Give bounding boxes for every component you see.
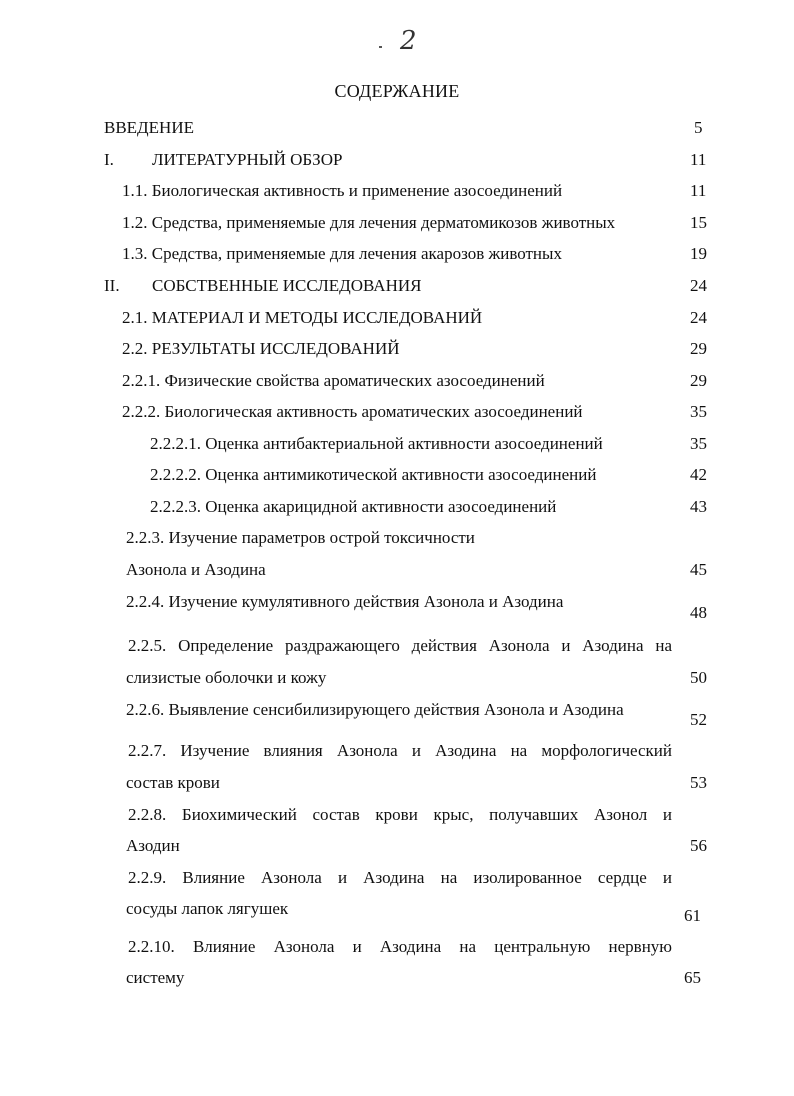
toc-entry-page: 35 (690, 434, 707, 453)
toc-entry-page: 5 (694, 118, 703, 137)
toc-entry-page: 43 (690, 497, 707, 516)
toc-entry-page: 56 (690, 836, 707, 855)
toc-entry-page: 42 (690, 465, 707, 484)
toc-entry-page: 45 (690, 560, 707, 579)
toc-entry-text-line2: Азонола и Азодина (126, 560, 266, 579)
toc-entry-text: 2.2.2.2. Оценка антимикотической активности азосоединений (150, 465, 597, 484)
toc-entry-text-line1: 2.2.7. Изучение влияния Азонола и Азодина на морфологический (128, 741, 672, 760)
toc-entry-page: 53 (690, 773, 707, 792)
toc-entry-text: 2.2.1. Физические свойства ароматических азосоединений (122, 371, 545, 390)
toc-entry-text: 2.2.6. Выявление сенсибилизирующего действия Азонола и Азодина (126, 700, 624, 719)
toc-entry-text: 2.2.2.3. Оценка акарицидной активности азосоединений (150, 497, 557, 516)
toc-entry-text: 2.1. МАТЕРИАЛ И МЕТОДЫ ИССЛЕДОВАНИЙ (122, 308, 483, 327)
toc-entry-page: 61 (684, 906, 701, 925)
toc-entry-page: 65 (684, 968, 701, 987)
toc-entry-text: 1.1. Биологическая активность и применение азосоединений (122, 181, 563, 200)
toc-entry-text-line1: 2.2.8. Биохимический состав крови крыс, получавших Азонол и (128, 805, 672, 824)
toc-entry-page: 24 (690, 308, 707, 327)
toc-entry-page: 50 (690, 668, 707, 687)
toc-entry-text-line2: слизистые оболочки и кожу (126, 668, 327, 687)
toc-chapter-number: II. (104, 276, 120, 295)
toc-entry-page: 11 (690, 150, 707, 169)
toc-entry-text-line2: состав крови (126, 773, 220, 792)
toc-entry-page: 29 (690, 371, 707, 390)
toc-entry-page: 29 (690, 339, 707, 358)
toc-entry-text: 2.2. РЕЗУЛЬТАТЫ ИССЛЕДОВАНИЙ (122, 339, 400, 358)
toc-entry-text: ЛИТЕРАТУРНЫЙ ОБЗОР (152, 150, 343, 169)
toc-entry-text-line1: 2.2.9. Влияние Азонола и Азодина на изолированное сердце и (128, 868, 672, 887)
toc-entry-page: 52 (690, 710, 707, 729)
toc-entry-text-line2: сосуды лапок лягушек (126, 899, 289, 918)
toc-entry-page: 19 (690, 244, 707, 263)
toc-title: СОДЕРЖАНИЕ (334, 81, 460, 101)
toc-entry-page: 35 (690, 402, 707, 421)
toc-entry-text: 2.2.2. Биологическая активность ароматических азосоединений (122, 402, 583, 421)
toc-entry-text-line2: систему (126, 968, 185, 987)
toc-entry-text: СОБСТВЕННЫЕ ИССЛЕДОВАНИЯ (152, 276, 422, 295)
toc-entry-text: 1.3. Средства, применяемые для лечения акарозов животных (122, 244, 562, 263)
toc-entry-text-line2: Азодин (126, 836, 180, 855)
toc-entry-page: 48 (690, 603, 707, 622)
toc-entry-text: 2.2.2.1. Оценка антибактериальной активности азосоединений (150, 434, 603, 453)
scan-dot (379, 46, 382, 48)
toc-entry-page: 24 (690, 276, 707, 295)
toc-entry-text: 1.2. Средства, применяемые для лечения дерматомикозов животных (122, 213, 616, 232)
toc-entry-text-line1: 2.2.5. Определение раздражающего действия Азонола и Азодина на (128, 636, 672, 655)
toc-entry-page: 11 (690, 181, 707, 200)
page-number-mark: 2 (400, 26, 417, 56)
toc-entry-text-line1: 2.2.3. Изучение параметров острой токсичности (126, 528, 475, 547)
toc-entry-page: 15 (690, 213, 707, 232)
toc-entry-text-line1: 2.2.10. Влияние Азонола и Азодина на центральную нервную (128, 937, 672, 956)
toc-entry-text: 2.2.4. Изучение кумулятивного действия Азонола и Азодина (126, 592, 564, 611)
toc-chapter-number: I. (104, 150, 114, 169)
toc-entry-text: ВВЕДЕНИЕ (104, 118, 194, 137)
